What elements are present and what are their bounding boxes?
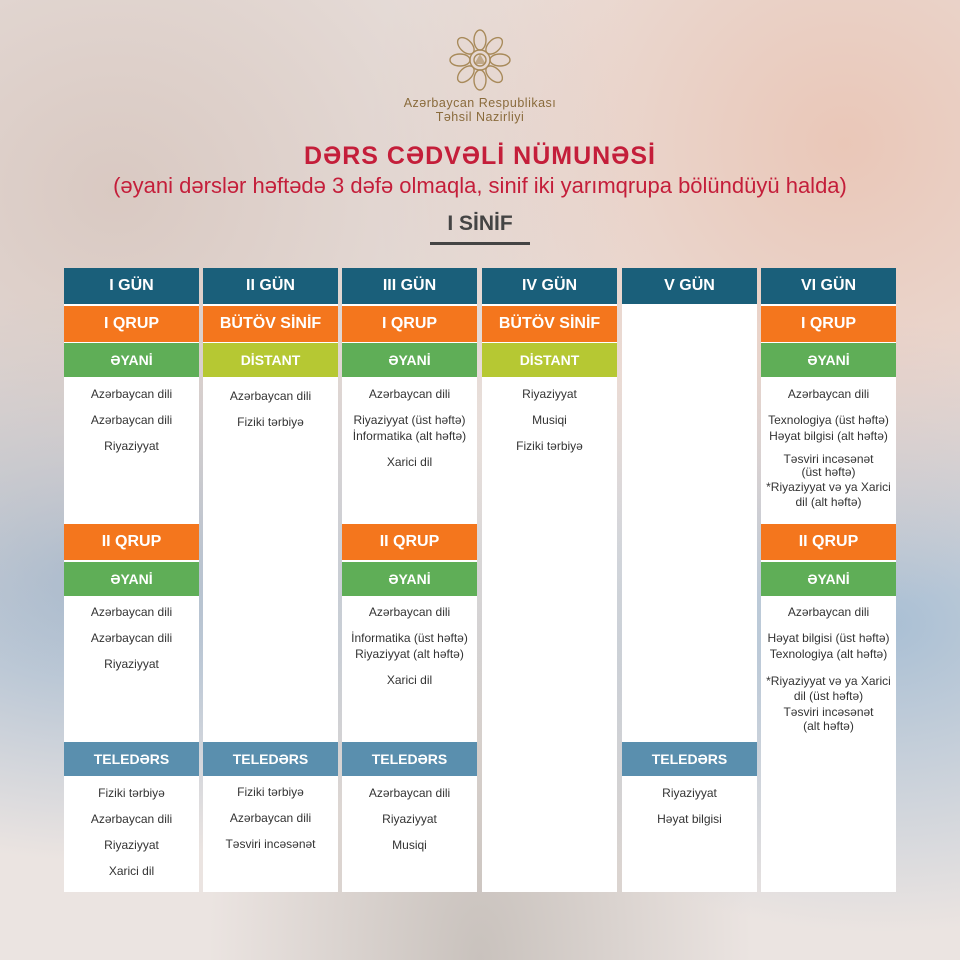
list-item: Fiziki tərbiyə xyxy=(237,785,304,799)
list-item: Musiqi xyxy=(532,413,567,427)
teledars-header-day1: TELEDƏRS xyxy=(64,742,199,776)
day-header-6: VI GÜN xyxy=(761,268,896,304)
group-header-day1-g2: II QRUP xyxy=(64,524,199,560)
list-item: Təsviri incəsənət xyxy=(225,837,316,851)
list-item: Texnologiya (alt həftə) xyxy=(769,647,888,661)
teledars-header-day3: TELEDƏRS xyxy=(342,742,477,776)
list-item: Riyaziyyat (alt həftə) xyxy=(355,647,464,661)
list-item: *Riyaziyyat və ya Xarici xyxy=(766,480,891,494)
day-header-2: II GÜN xyxy=(203,268,338,304)
list-item: (üst həftə) xyxy=(801,465,856,479)
list-item: Azərbaycan dili xyxy=(229,811,312,825)
list-item: Azərbaycan dili xyxy=(368,605,451,619)
mode-day2-whole: DİSTANT xyxy=(203,343,338,377)
list-item: Azərbaycan dili xyxy=(90,413,173,427)
list-item: *Riyaziyyat və ya Xarici xyxy=(766,674,891,688)
ministry-emblem-icon xyxy=(446,26,514,94)
mode-day1-g2: ƏYANİ xyxy=(64,562,199,596)
list-item: Həyat bilgisi xyxy=(657,812,722,826)
day-header-3: III GÜN xyxy=(342,268,477,304)
list-item: Azərbaycan dili xyxy=(368,786,451,800)
group-header-day4-whole: BÜTÖV SİNİF xyxy=(482,306,617,342)
list-item: Təsviri incəsənət xyxy=(783,452,874,466)
list-item: Riyaziyyat xyxy=(662,786,717,800)
list-item: Azərbaycan dili xyxy=(90,605,173,619)
mode-day1-g1: ƏYANİ xyxy=(64,343,199,377)
ministry-name-line2: Təhsil Nazirliyi xyxy=(435,110,525,124)
mode-day4-whole: DİSTANT xyxy=(482,343,617,377)
list-item: Xarici dil xyxy=(108,864,155,878)
group-header-day6-g2: II QRUP xyxy=(761,524,896,560)
mode-day3-g1: ƏYANİ xyxy=(342,343,477,377)
list-item: Azərbaycan dili xyxy=(787,605,870,619)
list-item: Riyaziyyat xyxy=(104,439,159,453)
page-subtitle: (əyani dərslər həftədə 3 dəfə olmaqla, sinif iki yarımqrupa bölündüyü halda) xyxy=(113,173,847,198)
group-header-day6-g1: I QRUP xyxy=(761,306,896,342)
grade-label: I SİNİF xyxy=(430,212,530,245)
list-item: dil (alt həftə) xyxy=(795,495,862,509)
mode-day6-g2: ƏYANİ xyxy=(761,562,896,596)
list-item: dil (üst həftə) xyxy=(793,689,864,703)
teledars-header-day2: TELEDƏRS xyxy=(203,742,338,776)
list-item: Azərbaycan dili xyxy=(90,631,173,645)
list-item: İnformatika (alt həftə) xyxy=(352,429,467,443)
list-item: İnformatika (üst həftə) xyxy=(351,631,468,645)
group-header-day2-whole: BÜTÖV SİNİF xyxy=(203,306,338,342)
list-item: Xarici dil xyxy=(386,673,433,687)
group-header-day1-g1: I QRUP xyxy=(64,306,199,342)
list-item: Riyaziyyat xyxy=(382,812,437,826)
list-item: Riyaziyyat xyxy=(104,838,159,852)
list-item: Riyaziyyat (üst həftə) xyxy=(353,413,466,427)
list-item: Fiziki tərbiyə xyxy=(98,786,165,800)
group-header-day3-g1: I QRUP xyxy=(342,306,477,342)
list-item: Azərbaycan dili xyxy=(229,389,312,403)
list-item: Həyat bilgisi (üst həftə) xyxy=(767,631,890,645)
list-item: (alt həftə) xyxy=(803,719,854,733)
list-item: Azərbaycan dili xyxy=(368,387,451,401)
list-item: Fiziki tərbiyə xyxy=(237,415,304,429)
list-item: Riyaziyyat xyxy=(104,657,159,671)
list-item: Musiqi xyxy=(392,838,427,852)
list-item: Həyat bilgisi (alt həftə) xyxy=(769,429,888,443)
list-item: Azərbaycan dili xyxy=(787,387,870,401)
list-item: Riyaziyyat xyxy=(522,387,577,401)
list-item: Texnologiya (üst həftə) xyxy=(768,413,889,427)
list-item: Təsviri incəsənət xyxy=(783,705,874,719)
page-title: DƏRS CƏDVƏLİ NÜMUNƏSİ xyxy=(304,142,656,170)
mode-day6-g1: ƏYANİ xyxy=(761,343,896,377)
mode-day3-g2: ƏYANİ xyxy=(342,562,477,596)
list-item: Fiziki tərbiyə xyxy=(516,439,583,453)
group-header-day3-g2: II QRUP xyxy=(342,524,477,560)
list-item: Azərbaycan dili xyxy=(90,387,173,401)
list-item: Azərbaycan dili xyxy=(90,812,173,826)
day-header-5: V GÜN xyxy=(622,268,757,304)
teledars-header-day5: TELEDƏRS xyxy=(622,742,757,776)
list-item: Xarici dil xyxy=(386,455,433,469)
day-header-1: I GÜN xyxy=(64,268,199,304)
day-header-4: IV GÜN xyxy=(482,268,617,304)
ministry-name-line1: Azərbaycan Respublikası xyxy=(403,96,557,110)
